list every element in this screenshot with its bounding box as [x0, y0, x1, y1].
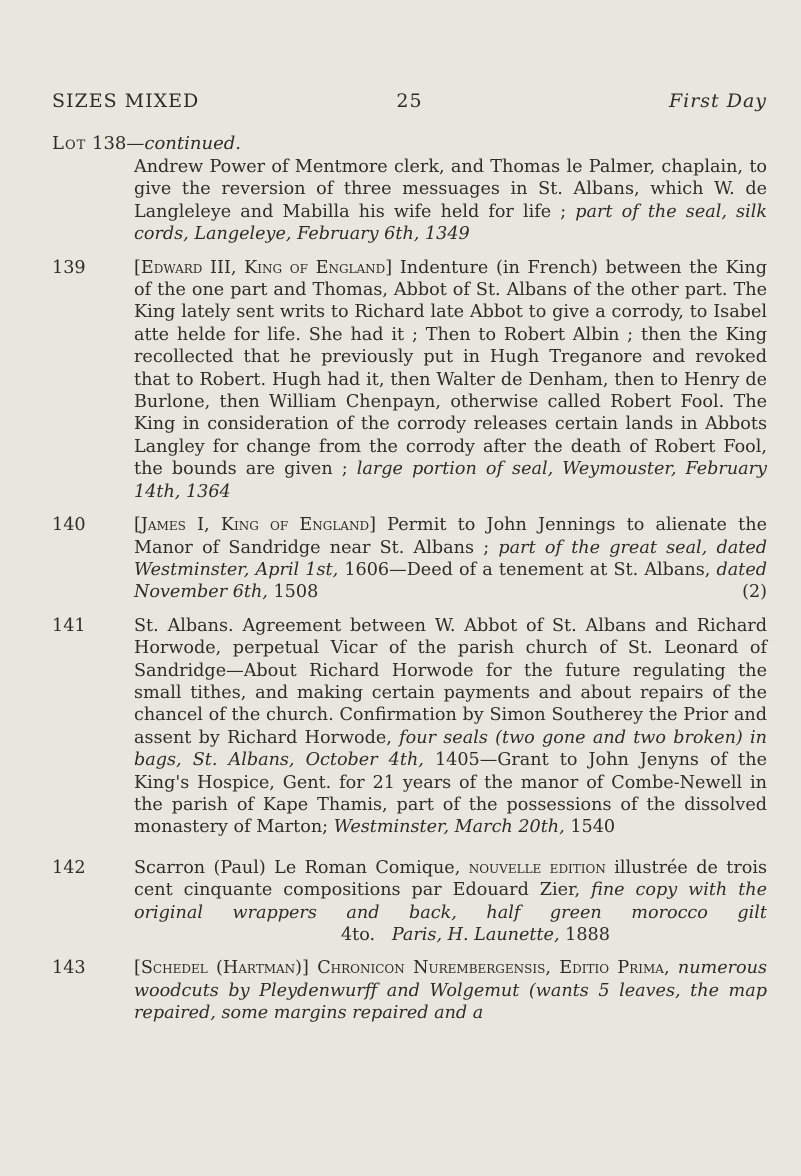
entry-number: 143: [52, 958, 86, 979]
entry-138-continued: [52, 156, 767, 246]
entry-text: St. Albans. Agreement between W. Abbot of St. Albans and Richard Horwode, perpetual Vicar of the parish church of St. Leonard of Sandridge—About Richard Horwode for the future regulating the small tithes, and making certain payments and about repairs of the chancel of the church. Confirmation by Simon Southerey the Prior and assent by Richard Horwode,: [134, 615, 767, 748]
entry-text-2: illustrée de trois cent cinquante compositions par Edouard Zier,: [134, 857, 768, 901]
entry-year: 1888: [565, 925, 610, 945]
entry-139: [52, 257, 767, 503]
entry-number: 140: [52, 515, 86, 536]
entry-italic: large portion of seal, Weymouster, February 14th, 1364: [134, 459, 767, 502]
entry-140: [52, 514, 767, 604]
entry-italic-2: dated November 6th,: [134, 559, 767, 603]
entry-count-tag: (2): [742, 582, 767, 603]
entry-italic: numerous woodcuts by Pleydenwurff and Wolgemut (wants 5 leaves, the map repaired, some margins repaired and a: [134, 958, 767, 1024]
entry-text: Scarron (Paul) Le Roman Comique,: [134, 857, 461, 878]
entry-smallcaps: [James I, King of England]: [134, 515, 376, 536]
entry-italic: part of the great seal, dated Westminster, April 1st,: [134, 537, 767, 580]
lot-continued: —continued.: [126, 133, 241, 154]
entry-text: Indenture (in French) between the King of the one part and Thomas, Abbot of St. Albans of the other part. The King lately sent writs to Richard late Abbot to give a corrody, to Isabel atte helde for life. She had it ; Then to Robert Albin ; then the King recollected that he previously put in Hugh Treganore and revoked that to Robert. Hugh had it, then Walter de Denham, then to Henry de Burlone, then William Chenpayn, otherwise called Robert Fool. The King in consideration of the corrody releases certain lands in Abbots Langley for change from the corrody after the death of Robert Fool, the bounds are given ;: [134, 257, 767, 480]
entry-number: 139: [52, 257, 86, 278]
entry-italic: four seals (two gone and two broken) in bags, St. Albans, October 4th,: [134, 727, 767, 771]
header-day: First Day: [668, 90, 767, 112]
entry-text-3: 1540: [570, 817, 616, 838]
entry-smallcaps: nouvelle edition: [468, 857, 606, 878]
entry-italic: part of the seal, silk cords, Langeleye, February 6th, 1349: [134, 201, 767, 245]
header-section: SIZES MIXED: [52, 90, 200, 112]
lot-heading: [52, 133, 241, 154]
entry-text-3: 1508: [273, 582, 319, 603]
entry-text-2: 1606—Deed of a tenement at St. Albans,: [344, 559, 711, 580]
entry-italic: fine copy with the original wrappers and back, half green morocco gilt: [134, 880, 768, 923]
entry-italic-2: Westminster, March 20th,: [333, 817, 565, 838]
entry-format: 4to.: [340, 925, 376, 945]
header-page-number: 25: [396, 90, 423, 112]
entry-text-2: 1405—Grant to John Jenyns of the King's Hospice, Gent. for 21 years of the manor of Combe-Newell in the parish of Kape Thamis, part of the possessions of the dissolved monastery of Marton;: [134, 750, 767, 838]
entry-141: [52, 615, 767, 839]
lot-number: 138: [92, 133, 127, 154]
entry-number: 141: [52, 615, 86, 636]
entry-text: Andrew Power of Mentmore clerk, and Thomas le Palmer, chaplain, to give the reversion of three messuages in St. Albans, which W. de Langleleye and Mabilla his wife held for life ;: [134, 157, 767, 222]
entry-imprint: Paris, H. Launette,: [391, 925, 560, 945]
entry-142: [52, 857, 767, 947]
entry-143: [52, 957, 767, 1024]
lot-word: Lot: [52, 133, 87, 154]
entry-number: 142: [52, 857, 86, 878]
entry-smallcaps: [Edward III, King of England]: [134, 257, 393, 278]
entry-text: Permit to John Jennings to alienate the Manor of Sandridge near St. Albans ;: [134, 515, 767, 558]
page-header: [52, 90, 767, 116]
entries: [52, 156, 767, 1025]
entry-smallcaps: [Schedel (Hartman)] Chronicon Nurembergensis, Editio Prima,: [134, 958, 670, 979]
